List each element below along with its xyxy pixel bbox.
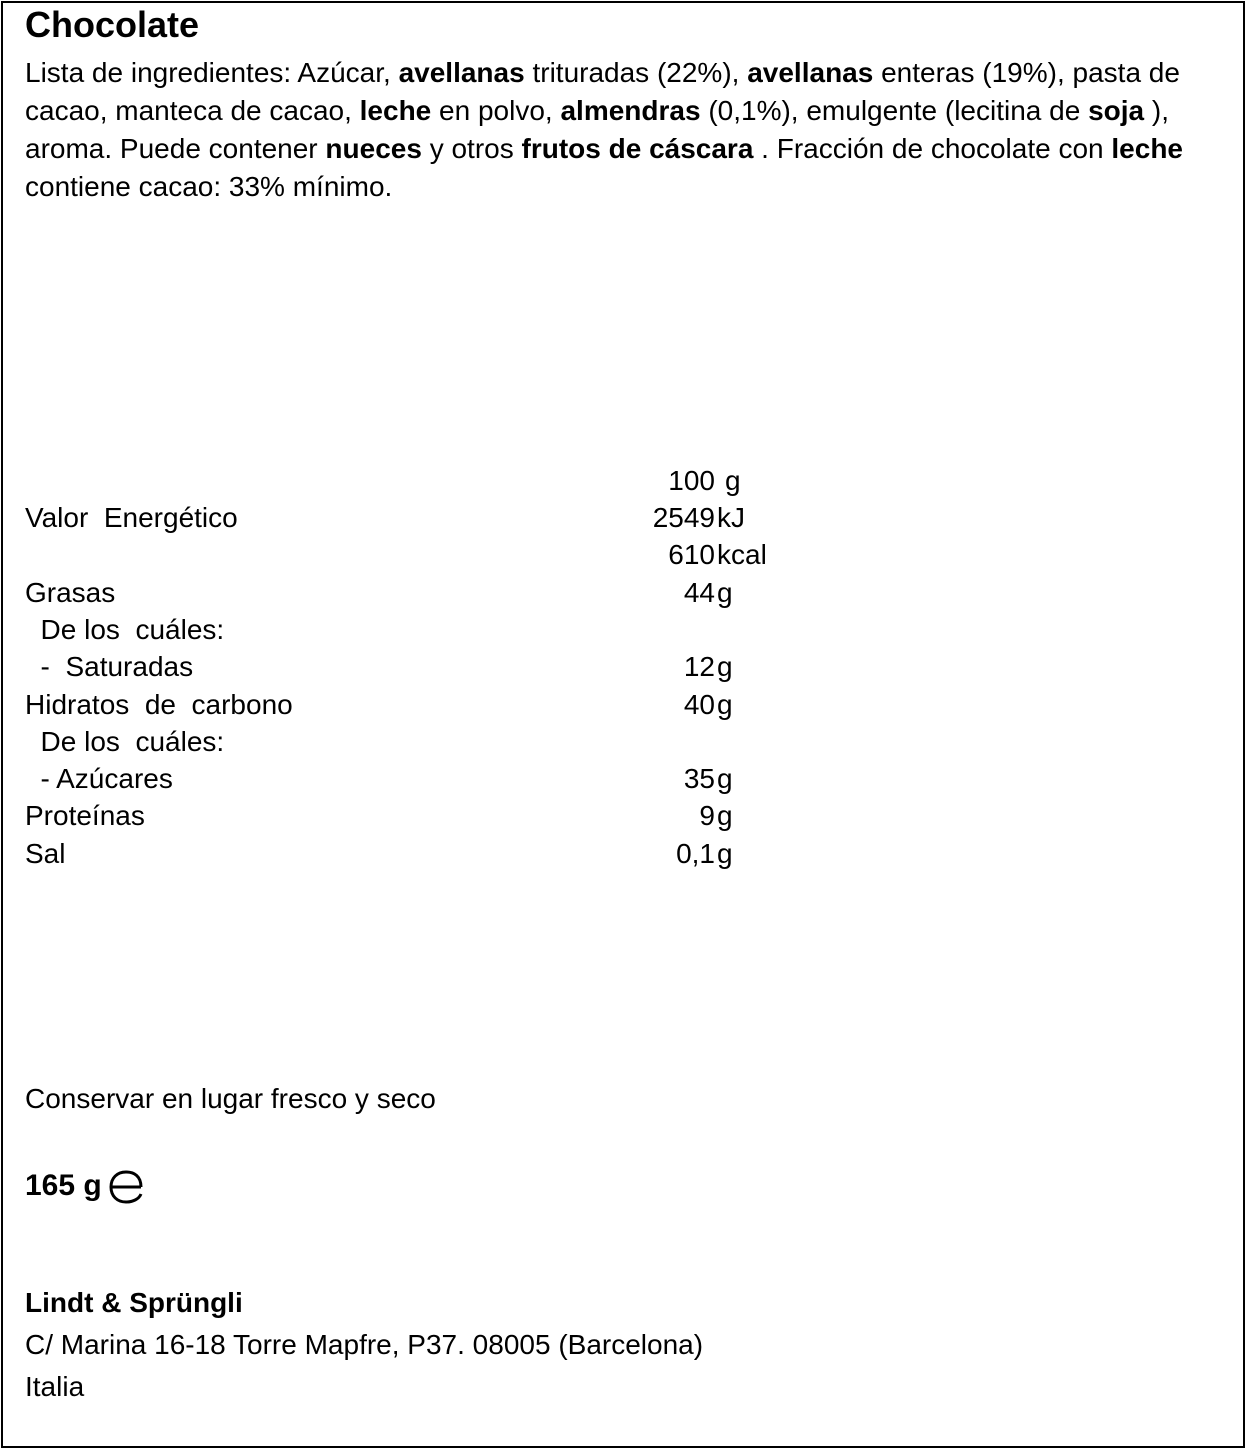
nutrition-label: De los cuáles: (25, 613, 225, 645)
nutrition-value: 40 (683, 688, 715, 720)
ingredients-list (25, 54, 1215, 206)
ingredient-text: (0,1%), emulgente (lecitina de (700, 95, 1089, 126)
nutrition-label: Valor Energético (25, 502, 238, 533)
nutrition-label: - Saturadas (25, 651, 194, 683)
nutrition-value: 2549 (652, 502, 715, 533)
nutrition-label: Grasas (25, 576, 116, 608)
nutrition-unit: g (717, 763, 733, 795)
ingredient-allergen: frutos de cáscara (521, 133, 754, 164)
nutrition-unit: g (717, 576, 733, 608)
ingredient-allergen: avellanas (747, 57, 874, 88)
nutrition-label: Sal (25, 837, 66, 869)
ingredient-text: Lista de ingredientes: Azúcar, (25, 57, 399, 88)
estimated-sign-icon (106, 1170, 146, 1204)
nutrition-value: 610 (668, 539, 715, 571)
ingredient-allergen: nueces (325, 133, 422, 164)
nutrition-unit: kJ (717, 502, 745, 533)
nutrition-value: 35 (683, 763, 715, 795)
ingredient-text: enteras (19%), pasta de cacao, manteca de cacao, (25, 57, 1180, 126)
nutrition-label: Hidratos de carbono (25, 688, 293, 720)
ingredient-text: contiene cacao: 33% mínimo. (25, 171, 393, 202)
nutrition-unit: g (717, 837, 733, 869)
ingredient-text: trituradas (22%), (524, 57, 748, 88)
nutrition-header-unit: g (725, 465, 741, 496)
ingredient-allergen: leche (359, 95, 432, 126)
nutrition-label: De los cuáles: (25, 725, 225, 757)
ingredient-allergen: avellanas (398, 57, 525, 88)
ingredient-text: ), aroma. Puede contener (25, 95, 1169, 164)
nutrition-label: Proteínas (25, 800, 145, 832)
nutrition-header-value: 100 (668, 465, 715, 496)
ingredient-allergen: leche (1111, 133, 1183, 164)
storage-instructions: Conservar en lugar fresco y seco (25, 1083, 436, 1114)
product-title: Chocolate (25, 4, 200, 45)
nutrition-unit: g (717, 800, 733, 832)
nutrition-value: 0,1 (676, 837, 715, 869)
company-address: C/ Marina 16-18 Torre Mapfre, P37. 08005 (Barcelona) (25, 1329, 704, 1360)
nutrition-value: 12 (683, 651, 715, 683)
nutrition-value: 9 (699, 800, 715, 832)
ingredient-text: en polvo, (431, 95, 561, 126)
net-weight (25, 1166, 146, 1206)
ingredient-text: y otros (421, 133, 522, 164)
net-weight-value: 165 g (25, 1169, 102, 1202)
company-name: Lindt & Sprüngli (25, 1287, 243, 1318)
ingredient-allergen: soja (1088, 95, 1145, 126)
nutrition-unit: g (717, 688, 733, 720)
nutrition-value: 44 (683, 576, 715, 608)
company-country: Italia (25, 1371, 85, 1402)
ingredient-text: . Fracción de chocolate con (753, 133, 1112, 164)
nutrition-unit: g (717, 651, 733, 683)
ingredient-allergen: almendras (560, 95, 701, 126)
nutrition-label: - Azúcares (25, 763, 173, 795)
nutrition-unit: kcal (717, 539, 767, 571)
